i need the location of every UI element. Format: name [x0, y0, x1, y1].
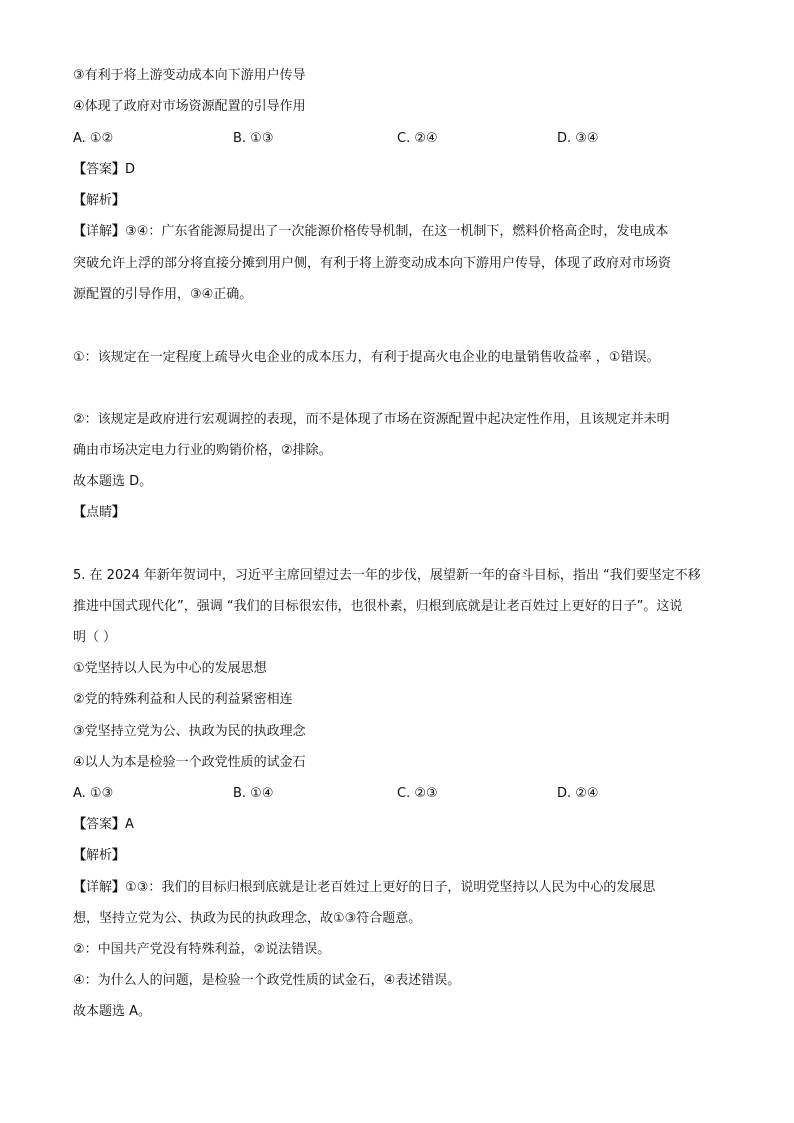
q4-answer: [73, 160, 135, 180]
analysis-label: 解析: [86, 848, 113, 863]
q4-item-4: ④体现了政府对市场资源配置的引导作用: [73, 99, 306, 114]
q5-option-b: B. ①④: [233, 786, 274, 801]
q5-detail-line-1: [73, 878, 655, 898]
q4-item-3: ③有利于将上游变动成本向下游用户传导: [73, 68, 306, 83]
bracket-close: 】: [112, 880, 126, 895]
q5-stem-line-2: 推进中国式现代化”，强调 “我们的目标很宏伟，也很朴素，归根到底就是让老百姓过上更好的日子”。这说: [73, 599, 683, 614]
bracket-open: 【: [73, 162, 87, 177]
q4-note-2-line-1: ②：该规定是政府进行宏观调控的表现，而不是体现了市场在资源配置中起决定性作用，且该规定并未明: [73, 412, 670, 427]
bracket-close: 】: [112, 817, 126, 832]
bracket-close: 】: [112, 224, 126, 239]
bracket-open: 【: [73, 193, 87, 208]
q4-conclusion: 故本题选 D。: [73, 474, 153, 489]
q5-item-1: ①党坚持以人民为中心的发展思想: [73, 661, 267, 676]
q5-note-2: ④：为什么人的问题，是检验一个政党性质的试金石，④表述错误。: [73, 973, 461, 988]
comment-label: 点睛: [86, 505, 113, 520]
answer-value: A: [125, 817, 134, 832]
bracket-close: 】: [112, 162, 126, 177]
q5-analysis-label: [73, 846, 125, 866]
q4-note-1: ①：该规定在一定程度上疏导火电企业的成本压力，有利于提高火电企业的电量销售收益率 ，①错误。: [73, 350, 660, 365]
bracket-open: 【: [73, 224, 87, 239]
q4-option-d: D. ③④: [557, 131, 599, 146]
q5-option-a: A. ①③: [73, 786, 114, 801]
analysis-label: 解析: [86, 193, 113, 208]
q5-answer: [73, 815, 134, 835]
q4-option-a: A. ①②: [73, 131, 114, 146]
q5-detail-line-2: 想，坚持立党为公、执政为民的执政理念，故①③符合题意。: [73, 911, 422, 926]
q4-analysis-label: [73, 191, 125, 211]
bracket-close: 】: [112, 848, 126, 863]
detail-label: 详解: [86, 880, 113, 895]
bracket-open: 【: [73, 880, 87, 895]
answer-label: 答案: [86, 817, 113, 832]
detail-text: ①③：我们的目标归根到底就是让老百姓过上更好的日子，说明党坚持以人民为中心的发展思: [125, 880, 656, 895]
q4-note-2-line-2: 确由市场决定电力行业的购销价格，②排除。: [73, 443, 332, 458]
answer-value: D: [125, 162, 136, 177]
detail-text: ③④：广东省能源局提出了一次能源价格传导机制，在这一机制下，燃料价格高企时，发电成本: [125, 224, 669, 239]
q5-stem-line-3: 明（ ）: [73, 630, 117, 645]
bracket-open: 【: [73, 505, 87, 520]
q5-conclusion: 故本题选 A。: [73, 1004, 152, 1019]
q5-item-4: ④以人为本是检验一个政党性质的试金石: [73, 755, 306, 770]
q4-comment-label: [73, 503, 125, 523]
q4-detail-line-2: 突破允许上浮的部分将直接分摊到用户侧，有利于将上游变动成本向下游用户传导，体现了政府对市场资: [73, 256, 672, 271]
q5-item-3: ③党坚持立党为公、执政为民的执政理念: [73, 724, 306, 739]
answer-label: 答案: [86, 162, 113, 177]
detail-label: 详解: [86, 224, 113, 239]
q5-option-c: C. ②③: [397, 786, 438, 801]
bracket-close: 】: [112, 505, 126, 520]
bracket-open: 【: [73, 817, 87, 832]
q5-stem-line-1: 5. 在 2024 年新年贺词中，习近平主席回望过去一年的步伐，展望新一年的奋斗目标，指出 “我们要坚定不移: [73, 568, 701, 583]
q4-detail-line-3: 源配置的引导作用，③④正确。: [73, 287, 253, 302]
bracket-open: 【: [73, 848, 87, 863]
q5-option-d: D. ②④: [557, 786, 599, 801]
q5-item-2: ②党的特殊利益和人民的利益紧密相连: [73, 692, 293, 707]
bracket-close: 】: [112, 193, 126, 208]
q4-detail-line-1: [73, 222, 668, 242]
q5-note-1: ②：中国共产党没有特殊利益，②说法错误。: [73, 942, 331, 957]
q4-option-c: C. ②④: [397, 131, 438, 146]
q4-option-b: B. ①③: [233, 131, 274, 146]
